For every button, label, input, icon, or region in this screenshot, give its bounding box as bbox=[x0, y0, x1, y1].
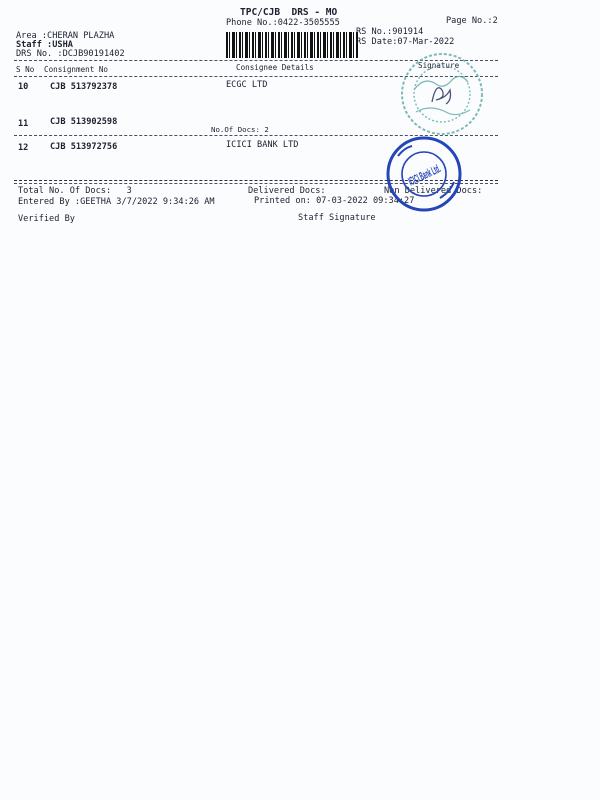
column-header-sno: S No bbox=[16, 65, 35, 74]
phone-number: Phone No.:0422-3505555 bbox=[226, 18, 340, 28]
row-consignee-details: ICICI BANK LTD bbox=[226, 140, 299, 150]
barcode-image bbox=[226, 32, 358, 58]
round-seal-stamp bbox=[396, 50, 492, 140]
row-consignee-details: ECGC LTD bbox=[226, 80, 268, 90]
non-delivered-docs: Non Delivered Docs: bbox=[384, 186, 483, 196]
rs-date: RS Date:07-Mar-2022 bbox=[356, 37, 455, 47]
column-header-signature: Signature bbox=[418, 61, 460, 70]
row-note: No.Of Docs: 2 bbox=[211, 125, 269, 134]
row-consignment: CJB 513792378 bbox=[50, 82, 118, 92]
drs-number: DRS No. :DCJB90191402 bbox=[16, 49, 125, 59]
row-sno: 11 bbox=[18, 119, 29, 129]
entered-by: Entered By :GEETHA 3/7/2022 9:34:26 AM bbox=[18, 197, 215, 207]
staff-signature-label: Staff Signature bbox=[298, 213, 376, 223]
row-sno: 12 bbox=[18, 143, 29, 153]
column-header-details: Consignee Details bbox=[236, 63, 314, 72]
total-docs: Total No. Of Docs: 3 bbox=[18, 186, 132, 196]
row-sno: 10 bbox=[18, 82, 29, 92]
area-field: Area :CHERAN PLAZHA bbox=[16, 31, 115, 41]
delivered-docs: Delivered Docs: bbox=[248, 186, 326, 196]
row-consignment: CJB 513902598 bbox=[50, 117, 118, 127]
bank-seal-stamp bbox=[384, 134, 490, 214]
page-number: Page No.:2 bbox=[446, 16, 498, 26]
verified-by-label: Verified By bbox=[18, 214, 75, 224]
staff-field: Staff :USHA bbox=[16, 40, 73, 50]
document-title: TPC/CJB DRS - MO bbox=[240, 7, 338, 18]
bank-seal-text: ICICI Bank Ltd. bbox=[406, 139, 490, 189]
row-consignment: CJB 513972756 bbox=[50, 142, 118, 152]
rs-number: RS No.:901914 bbox=[356, 27, 424, 37]
column-header-consignment: Consignment No bbox=[44, 65, 109, 74]
printed-on: Printed on: 07-03-2022 09:34:27 bbox=[254, 196, 415, 206]
signature-scribble bbox=[432, 88, 451, 104]
